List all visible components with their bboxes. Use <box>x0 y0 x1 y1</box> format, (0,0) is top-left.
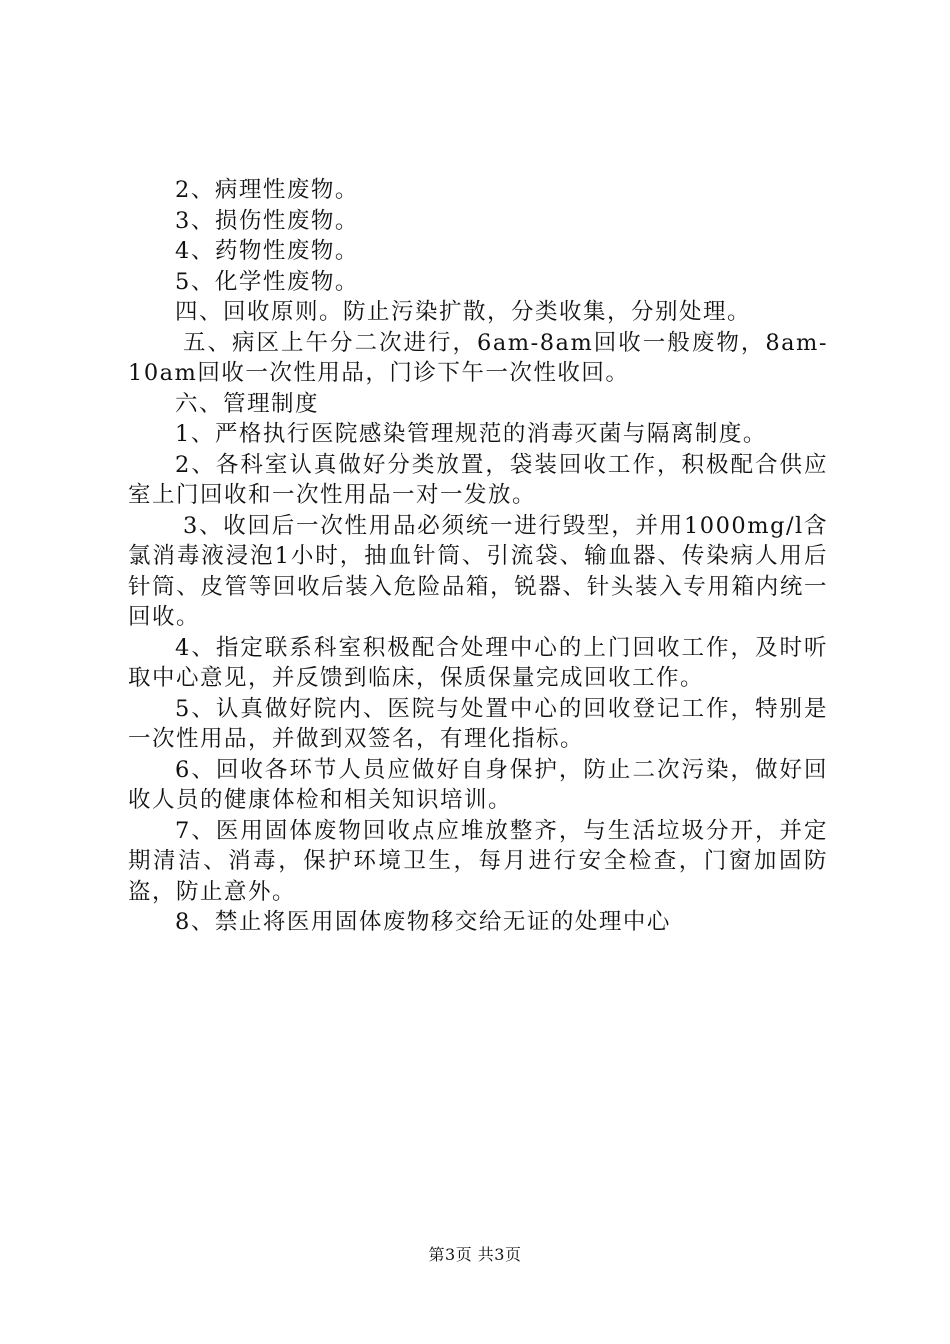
rule-item-8: 8、禁止将医用固体废物移交给无证的处理中心 <box>175 909 671 935</box>
rule-item-2: 2、各科室认真做好分类放置，袋装回收工作，积极配合供应室上门回收和一次性用品一对一发放。 <box>128 451 828 508</box>
rule-item-3: 3、收回后一次性用品必须统一进行毁型，并用1000mg/l含氯消毒液浸泡1小时，抽血针筒、引流袋、输血器、传染病人用后针筒、皮管等回收后装入危险品箱，锐器、针头装入专用箱内统一回收。 <box>128 512 828 630</box>
rule-item-4: 4、指定联系科室积极配合处理中心的上门回收工作，及时听取中心意见，并反馈到临床，保质保量完成回收工作。 <box>128 634 828 691</box>
paragraph-item-2: 2、病理性废物。 <box>175 177 359 203</box>
paragraph-item-4: 4、药物性废物。 <box>175 238 359 264</box>
page-number-footer: 第3页 共3页 <box>428 1245 522 1264</box>
rule-item-1: 1、严格执行医院感染管理规范的消毒灭菌与隔离制度。 <box>175 421 767 447</box>
rule-item-5: 5、认真做好院内、医院与处置中心的回收登记工作，特别是一次性用品，并做到双签名，有理化指标。 <box>128 695 828 752</box>
section-heading-ward-schedule: 五、病区上午分二次进行，6am-8am回收一般废物，8am-10am回收一次性用品，门诊下午一次性收回。 <box>128 329 828 386</box>
document-body <box>128 175 828 938</box>
rule-item-7: 7、医用固体废物回收点应堆放整齐，与生活垃圾分开，并定期清洁、消毒，保护环境卫生，每月进行安全检查，门窗加固防盗，防止意外。 <box>128 817 828 905</box>
paragraph-item-3: 3、损伤性废物。 <box>175 207 359 234</box>
section-heading-recycling-principle: 四、回收原则。防止污染扩散，分类收集，分别处理。 <box>175 299 752 325</box>
section-heading-management-system: 六、管理制度 <box>175 390 320 417</box>
paragraph-item-5: 5、化学性废物。 <box>175 268 359 295</box>
rule-item-6: 6、回收各环节人员应做好自身保护，防止二次污染，做好回收人员的健康体检和相关知识培训。 <box>128 756 828 813</box>
